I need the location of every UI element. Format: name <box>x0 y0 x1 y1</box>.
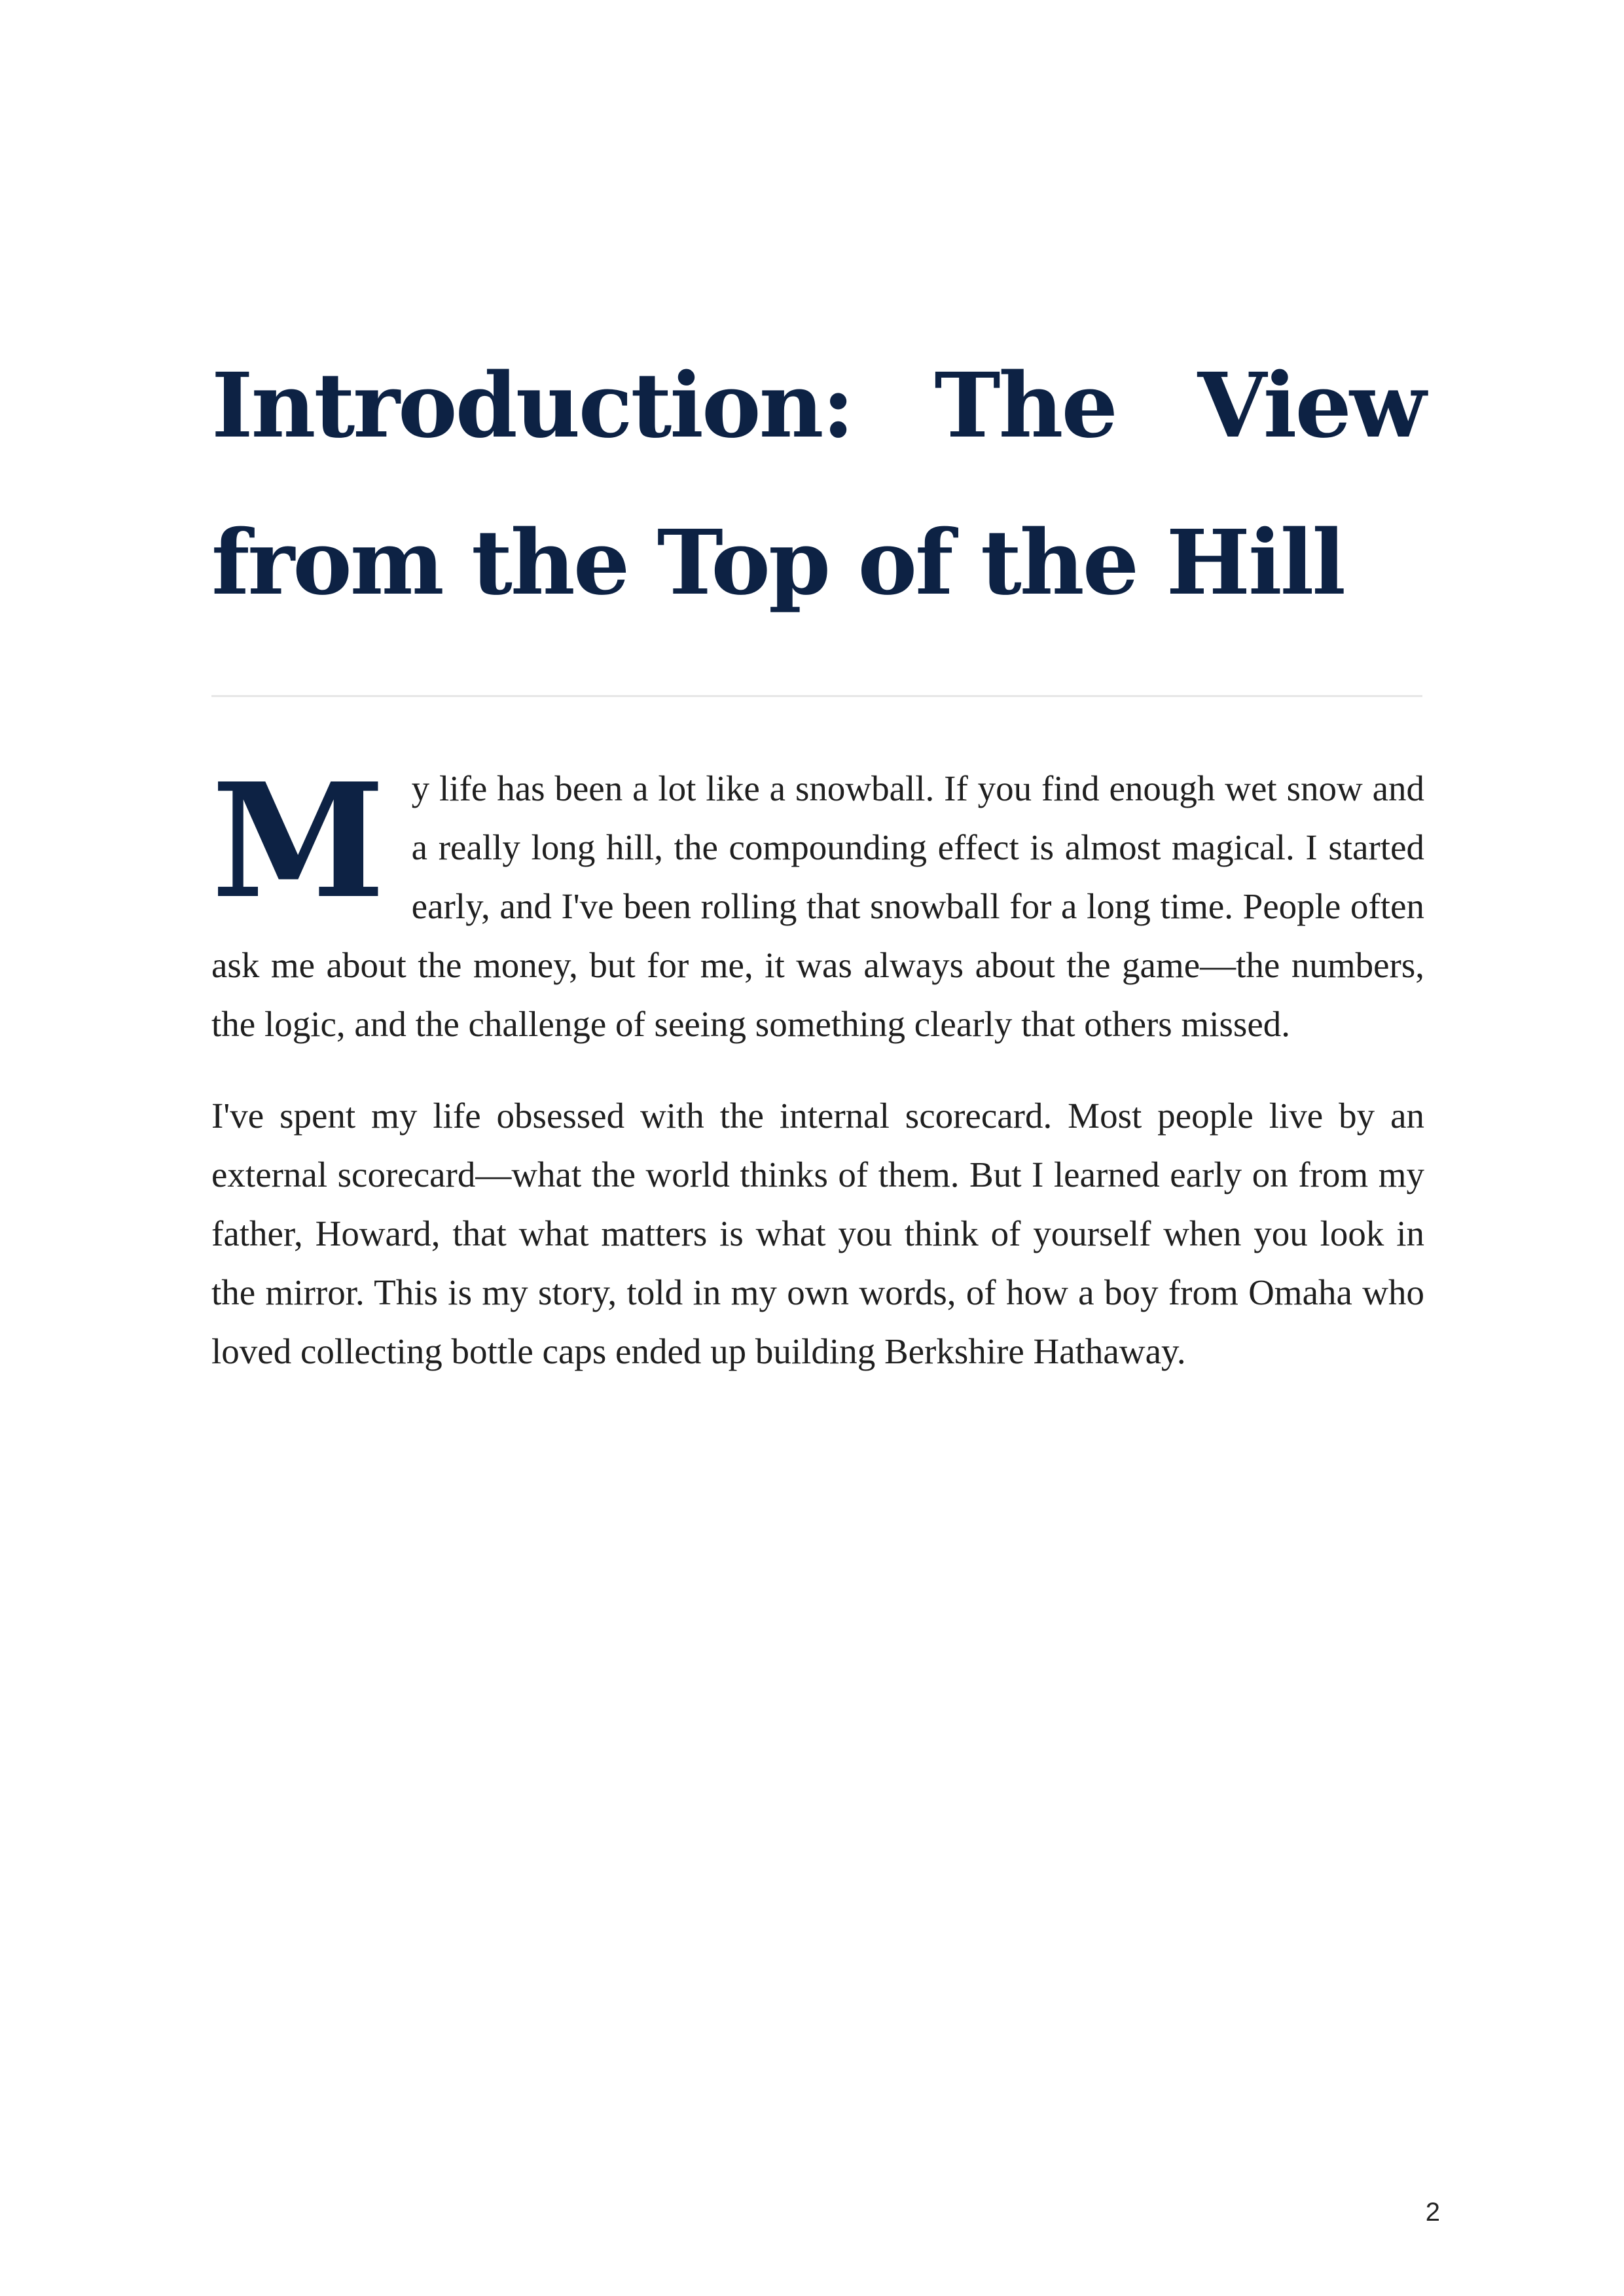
chapter-title: Introduction: The View from the Top of the Hill <box>211 353 1424 615</box>
paragraph-1-text: y life has been a lot like a snowball. If you find enough wet snow and a really long hill, the compounding effect is almost magical. I started early, and I've been rolling that snowball for a long time. People often ask me about the money, but for me, it was always about the game—the numbers, the logic, and the challenge of seeing something clearly that others missed. <box>211 768 1424 1044</box>
drop-cap-letter: M <box>211 749 386 933</box>
chapter-content <box>211 327 1424 1381</box>
paragraph-2: I've spent my life obsessed with the internal scorecard. Most people live by an external scorecard—what the world thinks of them. But I learned early on from my father, Howard, that what matters is what you think of yourself when you look in the mirror. This is my story, told in my own words, of how a boy from Omaha who loved collecting bottle caps ended up building Berkshire Hathaway. <box>211 1096 1424 1371</box>
paragraph-1 <box>211 749 1424 1054</box>
title-divider <box>211 695 1422 697</box>
page-number: 2 <box>1425 2198 1440 2227</box>
